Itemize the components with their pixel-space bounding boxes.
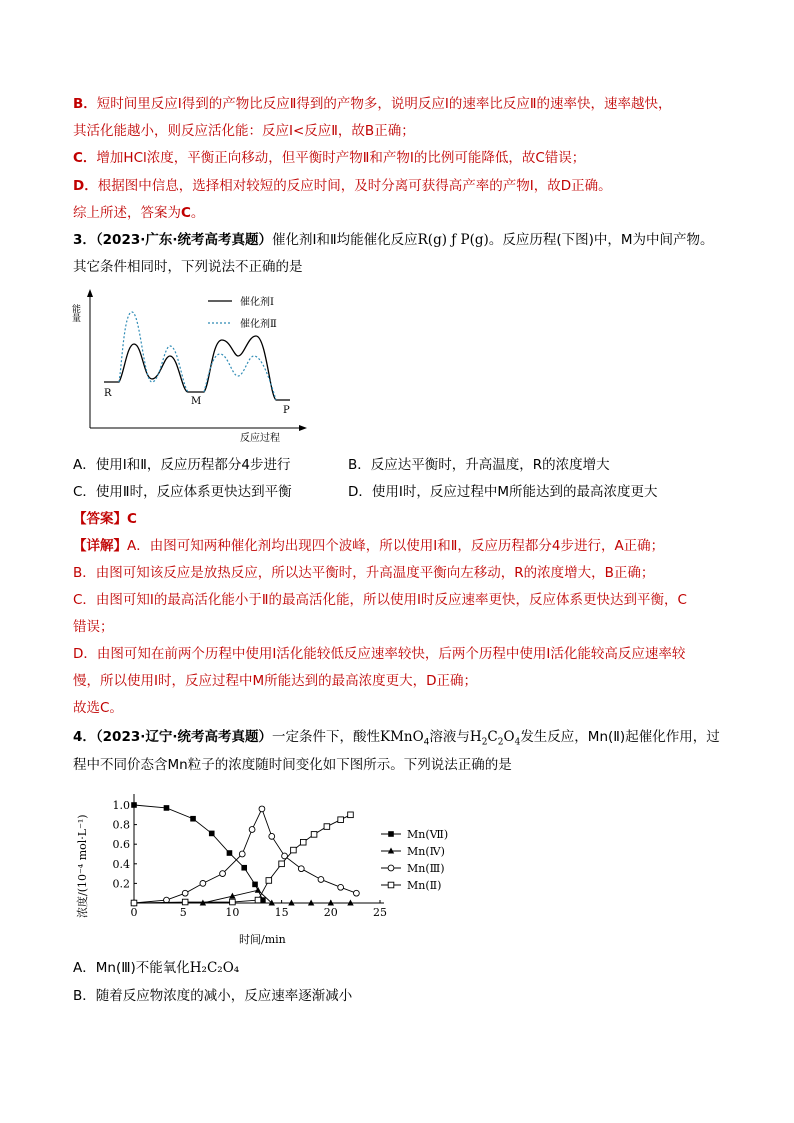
data-point [388, 882, 394, 888]
q3-conclusion: 故选C。 [73, 700, 123, 716]
legend-label: Mn(Ⅱ) [407, 879, 442, 892]
data-point [388, 865, 394, 871]
data-point [324, 824, 330, 830]
q2-c-text: 增加HCl浓度，平衡正向移动，但平衡时产物Ⅱ和产物Ⅰ的比例可能降低，故C错误； [96, 150, 586, 166]
q3-stem1: 催化剂Ⅰ和Ⅱ均能催化反应 [272, 232, 418, 248]
q3-option-a: A．使用Ⅰ和Ⅱ，反应历程都分4步进行 [73, 457, 291, 473]
q3-reaction: R(g) ƒ P(g) [417, 232, 489, 248]
q3-detail-c1: C．由图可知Ⅰ的最高活化能小于Ⅱ的最高活化能，所以使用Ⅰ时反应速率更快，反应体系更快达到平衡，C [73, 592, 687, 608]
q4-option-a-text: A．Mn(Ⅲ)不能氧化 [73, 960, 190, 976]
data-point [388, 848, 394, 854]
data-point [227, 850, 233, 856]
q2-d-text: 根据图中信息，选择相对较短的反应时间，及时分离可获得高产率的产物Ⅰ，故D正确。 [97, 178, 612, 194]
y-tick-label: 0.2 [112, 877, 130, 891]
q3-detail-d2: 慢，所以使用Ⅰ时，反应过程中M所能达到的最高浓度更大，D正确； [73, 673, 478, 689]
q3-source: （2023·广东·统考高考真题） [95, 232, 272, 248]
q2-summary-text: 综上所述，答案为 [73, 205, 181, 221]
q2-d-label: D． [73, 178, 98, 194]
q4-option-a [73, 958, 239, 978]
q3-legend2: 催化剂Ⅱ [240, 319, 277, 330]
data-point [200, 881, 206, 887]
q2-option-b-line1 [73, 94, 672, 114]
x-tick-label: 10 [225, 906, 240, 919]
q3-legend1: 催化剂Ⅰ [240, 297, 274, 308]
data-point [259, 806, 265, 812]
q4-h: H [469, 729, 482, 745]
q4-stem1b: 溶液与 [429, 729, 470, 745]
series-line-3 [134, 815, 350, 903]
q3-stem2: 其它条件相同时，下列说法不正确的是 [73, 259, 303, 275]
data-point [298, 866, 304, 872]
q4-stem-line1 [73, 727, 720, 753]
legend-label: Mn(Ⅲ) [407, 862, 445, 875]
q4-kmno4: KMnO [380, 729, 424, 745]
y-tick-label: 0.8 [112, 818, 130, 832]
q2-summary [73, 203, 204, 223]
q4-option-a-formula: H₂C₂O₄ [189, 960, 240, 976]
data-point [255, 897, 261, 903]
data-point [131, 900, 137, 906]
data-point [291, 847, 297, 853]
data-point [348, 812, 354, 818]
q4-c-sub: 2 [497, 737, 504, 748]
q2-option-c-line [73, 148, 585, 168]
data-point [241, 865, 247, 871]
q2-c-label: C． [73, 150, 97, 166]
q4-stem1: 一定条件下，酸性 [272, 729, 380, 745]
y-tick-label: 0.6 [112, 838, 130, 852]
q4-stem1c: 发生反应，Mn(Ⅱ)起催化作用，过 [520, 729, 720, 745]
q3-detail-a-line [73, 536, 664, 556]
legend-label: Mn(Ⅳ) [407, 845, 445, 858]
q3-label-p: P [283, 405, 290, 416]
data-point [220, 871, 226, 877]
x-tick-label: 5 [179, 906, 187, 919]
q4-chart-xlabel: 时间/min [239, 933, 286, 946]
x-tick-label: 0 [130, 906, 138, 919]
q3-curve-catalyst-1 [104, 336, 290, 400]
q3-option-d: D．使用Ⅰ时，反应过程中M所能达到的最高浓度更大 [348, 484, 658, 500]
q2-summary-end: 。 [190, 205, 205, 221]
data-point [255, 887, 261, 893]
data-point [249, 827, 255, 833]
data-point [230, 899, 236, 905]
data-point [338, 817, 344, 823]
q2-b-text2: 其活化能越小，则反应活化能：反应Ⅰ<反应Ⅱ，故B正确； [73, 123, 415, 139]
q3-xlabel: 反应过程 [240, 433, 280, 444]
q3-number: 3． [73, 232, 96, 248]
q3-option-b: B．反应达平衡时，升高温度，R的浓度增大 [348, 457, 610, 473]
q3-detail-b: B．由图可知该反应是放热反应，所以达平衡时，升高温度平衡向左移动，R的浓度增大，B正确； [73, 565, 655, 581]
q4-chart-ylabel: 浓度/(10⁻⁴ mol·L⁻¹) [76, 814, 89, 918]
q4-h-sub: 2 [481, 737, 488, 748]
q3-detail-c2: 错误； [73, 619, 114, 635]
q3-detail-tag: 【详解】 [73, 538, 127, 554]
y-tick-label: 1.0 [112, 799, 130, 812]
data-point [182, 899, 188, 905]
x-tick-label: 25 [373, 906, 387, 919]
q3-label-r: R [104, 388, 112, 399]
q3-detail-d1: D．由图可知在前两个历程中使用Ⅰ活化能较低反应速率较快，后两个历程中使用Ⅰ活化能较高反应速率较 [73, 646, 686, 662]
x-tick-label: 20 [323, 906, 338, 919]
series-line-2 [134, 809, 356, 903]
q4-number: 4． [73, 729, 96, 745]
q4-source: （2023·辽宁·统考高考真题） [95, 729, 272, 745]
data-point [252, 882, 258, 888]
data-point [269, 833, 275, 839]
data-point [164, 805, 170, 811]
data-point [300, 839, 306, 845]
q2-summary-answer: C [181, 205, 191, 221]
q4-c: C [487, 729, 498, 745]
q3-x-axis-arrow [299, 425, 307, 431]
data-point [209, 831, 215, 837]
q3-label-m: M [191, 396, 202, 407]
q3-energy-figure [72, 284, 312, 446]
legend-label: Mn(Ⅶ) [407, 828, 449, 841]
q4-h2c2o4 [469, 729, 521, 748]
data-point [311, 832, 317, 838]
data-point [131, 802, 137, 808]
q3-answer: 【答案】C [73, 511, 137, 527]
data-point [318, 877, 324, 883]
data-point [388, 831, 394, 837]
y-tick-label: 0.4 [112, 857, 130, 871]
data-point [338, 884, 344, 890]
q3-y-axis-arrow [87, 289, 93, 297]
q3-ylabel: 能量 [70, 304, 80, 322]
data-point [190, 816, 196, 822]
q4-option-b: B．随着反应物浓度的减小，反应速率逐渐减小 [73, 988, 353, 1004]
data-point [266, 878, 272, 884]
q3-stem-line1 [73, 230, 714, 250]
q3-stem1-end: 。反应历程(下图)中，M为中间产物。 [488, 232, 714, 248]
x-tick-label: 15 [274, 906, 289, 919]
q2-b-label: B． [73, 96, 97, 112]
data-point [239, 851, 245, 857]
q4-concentration-chart [74, 786, 474, 951]
q3-option-c: C．使用Ⅱ时，反应体系更快达到平衡 [73, 484, 292, 500]
q3-detail-a: A．由图可知两种催化剂均出现四个波峰，所以使用Ⅰ和Ⅱ，反应历程都分4步进行，A正确； [127, 538, 665, 554]
data-point [353, 890, 359, 896]
q4-o-sub: 4 [514, 737, 521, 748]
q2-b-text1: 短时间里反应Ⅰ得到的产物比反应Ⅱ得到的产物多，说明反应Ⅰ的速率比反应Ⅱ的速率快，速率越快， [96, 96, 672, 112]
q2-option-d-line [73, 176, 612, 196]
q4-kmno4-sub: 4 [423, 737, 430, 748]
data-point [279, 861, 285, 867]
data-point [182, 890, 188, 896]
q4-o: O [503, 729, 515, 745]
q4-stem2: 程中不同价态含Mn粒子的浓度随时间变化如下图所示。下列说法正确的是 [73, 757, 512, 773]
